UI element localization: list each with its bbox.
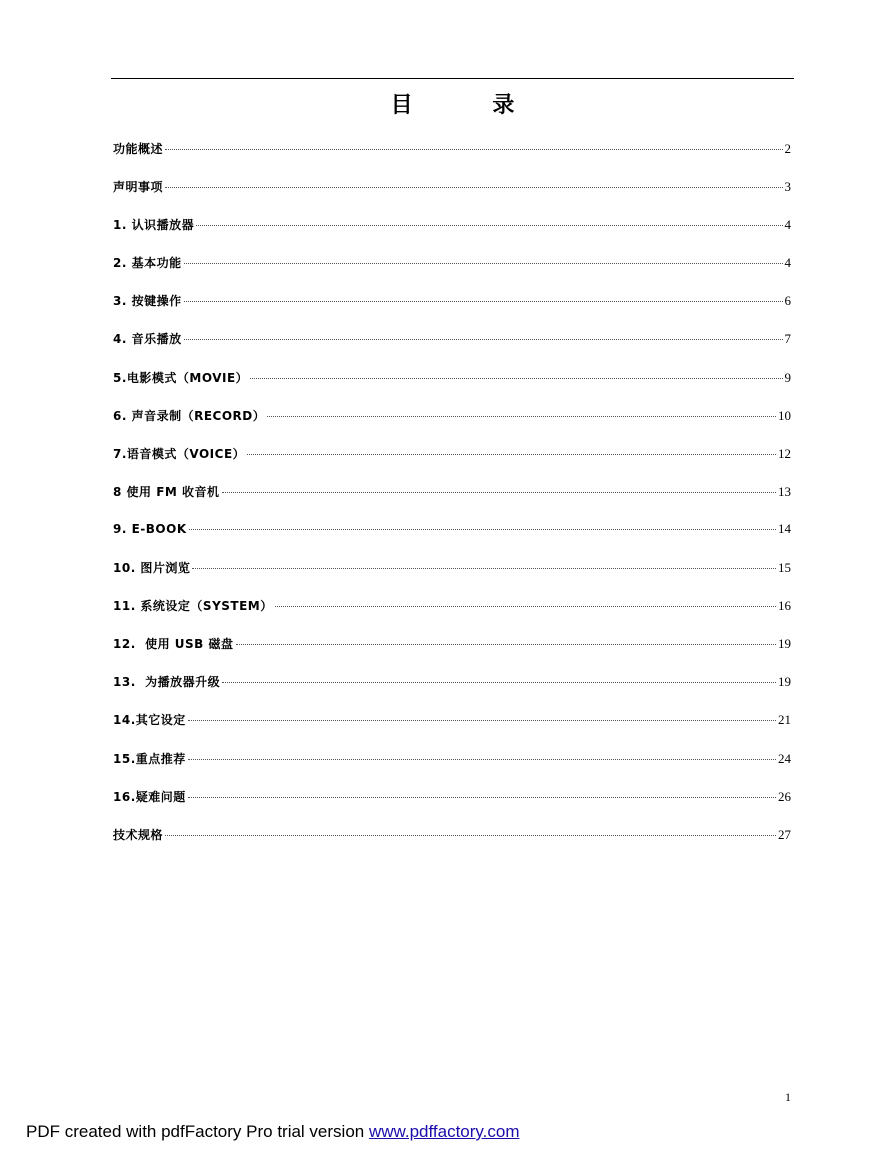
- dot-leader: [184, 263, 783, 264]
- toc-entry-page: 13: [778, 483, 791, 499]
- toc-entry-label: 功能概述: [113, 142, 164, 156]
- dot-leader: [250, 378, 782, 379]
- toc-entry[interactable]: [113, 826, 791, 864]
- toc-entry[interactable]: [113, 521, 791, 559]
- toc-entry-page: 3: [784, 179, 791, 195]
- toc-entry[interactable]: [113, 369, 791, 407]
- toc-entry-page: 14: [778, 520, 791, 536]
- toc-entry[interactable]: [113, 254, 791, 292]
- toc-entry-page: 4: [784, 217, 791, 233]
- toc-entry-label: 声明事项: [113, 180, 164, 195]
- toc-entry-label: 5.电影模式（MOVIE）: [113, 370, 249, 385]
- footer-text: PDF created with pdfFactory Pro trial version: [26, 1122, 369, 1141]
- toc-entry-page: 10: [778, 407, 791, 423]
- toc-entry[interactable]: [113, 407, 791, 445]
- toc-entry-page: 15: [778, 560, 791, 576]
- dot-leader: [275, 606, 776, 607]
- dot-leader: [189, 529, 776, 530]
- toc-entry-page: 9: [784, 369, 791, 385]
- header-rule: [111, 78, 794, 79]
- toc-entry-label: 7.语音模式（VOICE）: [113, 446, 246, 461]
- toc-entry-label: 3. 按键操作: [113, 294, 182, 309]
- toc-entry-label: 15.重点推荐: [113, 751, 186, 766]
- toc-entry[interactable]: [113, 750, 791, 788]
- toc-entry-page: 4: [784, 255, 791, 271]
- toc-entry[interactable]: [113, 330, 791, 368]
- toc-entry-label: 14.其它设定: [113, 713, 186, 728]
- toc-entry-label: 9. E-BOOK: [113, 521, 187, 536]
- toc-entry-page: 19: [778, 674, 791, 690]
- toc-entry[interactable]: [113, 673, 791, 711]
- page-number: 1: [785, 1090, 791, 1104]
- toc-entry-label: 2. 基本功能: [113, 256, 182, 271]
- dot-leader: [188, 759, 776, 760]
- dot-leader: [267, 416, 776, 417]
- dot-leader: [188, 797, 776, 798]
- toc-entry[interactable]: [113, 178, 791, 216]
- toc-entry[interactable]: [113, 711, 791, 749]
- toc-entry[interactable]: [113, 597, 791, 635]
- page-title: 目 录: [390, 93, 551, 118]
- toc-entry-label: 1. 认识播放器: [113, 218, 195, 233]
- footer-link[interactable]: www.pdffactory.com: [368, 1122, 520, 1141]
- toc-entry-page: 7: [784, 331, 791, 347]
- toc-entry-page: 19: [778, 636, 791, 652]
- toc-entry[interactable]: [113, 292, 791, 330]
- toc-entry-label: 4. 音乐播放: [113, 332, 182, 347]
- toc-entry-page: 26: [778, 788, 791, 804]
- toc-entry[interactable]: [113, 559, 791, 597]
- toc-entry[interactable]: [113, 483, 791, 521]
- dot-leader: [165, 835, 776, 836]
- toc-entry-page: 21: [778, 712, 791, 728]
- dot-leader: [188, 720, 776, 721]
- toc-entry-label: 6. 声音录制（RECORD）: [113, 408, 266, 423]
- toc-entry-page: 12: [778, 445, 791, 461]
- toc-entry-label: 10. 图片浏览: [113, 561, 191, 576]
- toc-entry-page: 6: [784, 293, 791, 309]
- dot-leader: [165, 149, 782, 150]
- toc-entry-page: 24: [778, 750, 791, 766]
- pdf-footer: [26, 1122, 520, 1142]
- toc-entry-label: 技术规格: [113, 827, 164, 842]
- toc-entry[interactable]: [113, 635, 791, 673]
- toc-entry-page: 16: [778, 598, 791, 614]
- toc-entry[interactable]: [113, 140, 791, 178]
- dot-leader: [222, 492, 776, 493]
- dot-leader: [196, 225, 782, 226]
- dot-leader: [236, 644, 776, 645]
- toc-entry-label: 8 使用 FM 收音机: [113, 484, 220, 499]
- table-of-contents: [113, 140, 791, 864]
- dot-leader: [184, 339, 783, 340]
- toc-entry-label: 12. 使用 USB 磁盘: [113, 637, 234, 652]
- dot-leader: [222, 682, 776, 683]
- toc-entry-page: 2: [784, 141, 791, 156]
- dot-leader: [247, 454, 776, 455]
- toc-entry-label: 16.疑难问题: [113, 789, 186, 804]
- toc-entry-label: 13. 为播放器升级: [113, 675, 221, 690]
- dot-leader: [192, 568, 776, 569]
- toc-entry-label: 11. 系统设定（SYSTEM）: [113, 599, 273, 614]
- toc-entry[interactable]: [113, 216, 791, 254]
- toc-entry[interactable]: [113, 788, 791, 826]
- toc-entry-page: 27: [778, 826, 791, 842]
- dot-leader: [165, 187, 782, 188]
- toc-entry[interactable]: [113, 445, 791, 483]
- dot-leader: [184, 301, 783, 302]
